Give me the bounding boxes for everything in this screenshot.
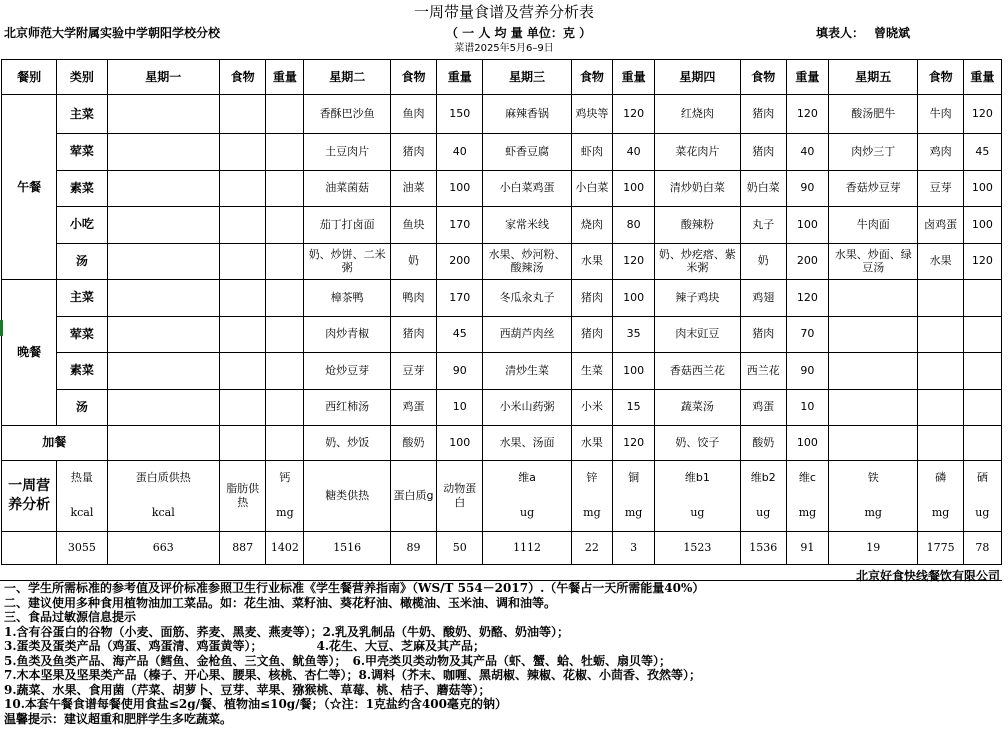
header-cell: 重量	[786, 60, 828, 95]
header-cell: 星期一	[107, 60, 220, 95]
menu-cell	[918, 280, 963, 317]
category-cell: 汤	[57, 389, 107, 426]
menu-cell	[107, 389, 220, 426]
menu-cell	[220, 426, 266, 460]
menu-cell: 10	[437, 389, 483, 426]
menu-cell: 45	[963, 134, 1001, 171]
menu-cell	[220, 134, 266, 171]
menu-cell: 100	[612, 353, 654, 390]
notes-section	[0, 580, 1002, 753]
row-marker	[0, 320, 3, 336]
menu-cell	[918, 389, 963, 426]
nutrient-unit: kcal	[107, 496, 220, 532]
menu-cell	[266, 353, 304, 390]
menu-cell: 麻辣香锅	[483, 95, 571, 134]
category-cell: 汤	[57, 243, 107, 280]
menu-cell: 15	[612, 389, 654, 426]
menu-cell: 小米	[571, 389, 612, 426]
menu-cell	[829, 353, 918, 390]
note-line: 10.本套午餐食谱每餐使用食盐≤2g/餐、植物油≤10g/餐；（☆注：1克盐约含400毫克的钠）	[4, 697, 507, 711]
header-cell: 重量	[963, 60, 1001, 95]
menu-cell: 水果、炒面、绿豆汤	[829, 243, 918, 280]
header-cell: 星期四	[655, 60, 740, 95]
menu-cell	[266, 95, 304, 134]
menu-cell	[220, 280, 266, 317]
menu-cell	[220, 207, 266, 244]
table-row	[2, 316, 1002, 353]
nutrition-row	[2, 496, 1002, 532]
menu-cell	[963, 426, 1001, 460]
menu-cell: 90	[786, 353, 828, 390]
header-cell: 食物	[390, 60, 436, 95]
menu-cell: 奶、饺子	[655, 426, 740, 460]
menu-cell: 鸡翅	[740, 280, 786, 317]
menu-cell	[107, 353, 220, 390]
meal-label: 晚餐	[2, 280, 57, 426]
nutrient-name: 维c	[786, 460, 828, 496]
menu-cell: 90	[786, 170, 828, 207]
menu-cell: 鸡蛋	[740, 389, 786, 426]
menu-cell: 小白菜	[571, 170, 612, 207]
category-cell: 主菜	[57, 280, 107, 317]
nutrient-unit: ug	[963, 496, 1001, 532]
menu-cell	[918, 353, 963, 390]
menu-cell: 清炒奶白菜	[655, 170, 740, 207]
note-line: 9.蔬菜、水果、食用菌（芹菜、胡萝卜、豆芽、苹果、猕猴桃、草莓、桃、桔子、蘑菇等）；	[4, 682, 491, 697]
nutrition-row	[2, 531, 1002, 564]
table-row	[2, 353, 1002, 390]
menu-cell: 120	[786, 280, 828, 317]
menu-cell: 西红柿汤	[304, 389, 390, 426]
menu-cell: 猪肉	[740, 316, 786, 353]
menu-cell: 鸭肉	[390, 280, 436, 317]
menu-cell: 120	[786, 95, 828, 134]
nutrient-unit: mg	[829, 496, 918, 532]
menu-cell: 200	[786, 243, 828, 280]
menu-cell: 肉末豇豆	[655, 316, 740, 353]
header-cell: 类别	[57, 60, 107, 95]
nutrient-value: 89	[390, 531, 436, 564]
menu-cell: 豆芽	[918, 170, 963, 207]
table-row	[2, 280, 1002, 317]
menu-cell: 100	[963, 170, 1001, 207]
nutrient-name: 硒	[963, 460, 1001, 496]
table-row	[2, 134, 1002, 171]
menu-cell	[107, 95, 220, 134]
menu-cell: 虾肉	[571, 134, 612, 171]
menu-cell: 牛肉面	[829, 207, 918, 244]
menu-cell: 10	[786, 389, 828, 426]
menu-cell: 烧肉	[571, 207, 612, 244]
menu-cell	[220, 95, 266, 134]
menu-cell: 100	[612, 280, 654, 317]
header-cell: 食物	[571, 60, 612, 95]
menu-cell: 猪肉	[740, 95, 786, 134]
menu-cell	[918, 426, 963, 460]
menu-cell: 奶白菜	[740, 170, 786, 207]
header-cell: 星期三	[483, 60, 571, 95]
nutrient-name: 维b1	[655, 460, 740, 496]
menu-cell	[829, 316, 918, 353]
table-row	[2, 426, 1002, 460]
nutrient-name: 锌	[571, 460, 612, 496]
header-cell: 重量	[266, 60, 304, 95]
menu-cell: 猪肉	[571, 316, 612, 353]
menu-cell: 酸辣粉	[655, 207, 740, 244]
menu-cell: 120	[612, 95, 654, 134]
menu-cell: 100	[437, 426, 483, 460]
sheet-title: 一周带量食谱及营养分析表	[413, 3, 594, 21]
nutrient-name: 铁	[829, 460, 918, 496]
menu-cell: 虾香豆腐	[483, 134, 571, 171]
category-cell: 小吃	[57, 207, 107, 244]
menu-cell: 90	[437, 353, 483, 390]
nutrient-value: 78	[963, 531, 1001, 564]
menu-cell: 樟茶鸭	[304, 280, 390, 317]
nutrient-name: 钙	[266, 460, 304, 496]
menu-cell: 肉炒青椒	[304, 316, 390, 353]
category-cell: 主菜	[57, 95, 107, 134]
menu-cell: 奶、炒饼、二米粥	[304, 243, 390, 280]
nutrient-unit: mg	[266, 496, 304, 532]
menu-cell: 150	[437, 95, 483, 134]
category-cell: 素菜	[57, 170, 107, 207]
note-line: 5.鱼类及鱼类产品、海产品（鳕鱼、金枪鱼、三文鱼、鱿鱼等）； 6.甲壳类贝类动物及其产品（虾、蟹、蛤、牡蛎、扇贝等）；	[4, 653, 672, 668]
menu-cell: 奶	[740, 243, 786, 280]
menu-cell: 西葫芦肉丝	[483, 316, 571, 353]
note-line: 一、学生所需标准的参考值及评价标准参照卫生行业标准《学生餐营养指南》（WS/T 554－2017）.（午餐占一天所需能量40%）	[4, 581, 705, 595]
category-cell: 素菜	[57, 353, 107, 390]
menu-cell	[963, 280, 1001, 317]
menu-cell	[107, 243, 220, 280]
menu-cell: 100	[963, 207, 1001, 244]
nutrient-unit: mg	[612, 496, 654, 532]
nutrient-name: 铜	[612, 460, 654, 496]
menu-cell	[220, 316, 266, 353]
note-line: 7.木本坚果及坚果类产品（榛子、开心果、腰果、核桃、杏仁等）；8.调料（芥末、咖喱、黑胡椒、辣椒、花椒、小茴香、孜然等）；	[4, 668, 702, 682]
nutrient-unit: mg	[786, 496, 828, 532]
nutrient-name: 脂肪供热	[220, 460, 266, 531]
nutrient-value: 1775	[918, 531, 963, 564]
menu-cell: 120	[963, 95, 1001, 134]
menu-cell: 80	[612, 207, 654, 244]
menu-cell: 70	[786, 316, 828, 353]
menu-cell: 酸奶	[390, 426, 436, 460]
menu-cell	[829, 280, 918, 317]
menu-cell: 酸奶	[740, 426, 786, 460]
menu-cell: 酸汤肥牛	[829, 95, 918, 134]
note-line: 3.蛋类及蛋类产品（鸡蛋、鸡蛋清、鸡蛋黄等）； 4.花生、大豆、芝麻及其产品；	[4, 639, 486, 653]
menu-cell	[829, 426, 918, 460]
school-name: 北京师范大学附属实验中学朝阳学校分校	[4, 26, 221, 40]
header-cell: 星期五	[829, 60, 918, 95]
nutrient-value: 887	[220, 531, 266, 564]
table-row	[2, 170, 1002, 207]
table-row	[2, 243, 1002, 280]
menu-cell: 生菜	[571, 353, 612, 390]
menu-cell	[266, 389, 304, 426]
menu-cell	[107, 426, 220, 460]
nutrition-row	[2, 460, 1002, 496]
nutrient-name: 磷	[918, 460, 963, 496]
table-row	[2, 207, 1002, 244]
nutrient-unit: ug	[483, 496, 571, 532]
menu-cell: 120	[963, 243, 1001, 280]
menu-cell: 油菜	[390, 170, 436, 207]
meal-label: 午餐	[2, 95, 57, 280]
menu-cell: 小白菜鸡蛋	[483, 170, 571, 207]
menu-cell: 辣子鸡块	[655, 280, 740, 317]
menu-cell	[266, 426, 304, 460]
menu-cell	[220, 170, 266, 207]
menu-cell: 冬瓜汆丸子	[483, 280, 571, 317]
menu-cell: 170	[437, 280, 483, 317]
menu-cell: 鸡肉	[918, 134, 963, 171]
note-line: 三、食品过敏源信息提示	[4, 610, 137, 624]
nutrient-value: 1536	[740, 531, 786, 564]
category-cell: 荤菜	[57, 316, 107, 353]
nutrient-unit: ug	[655, 496, 740, 532]
menu-cell	[107, 316, 220, 353]
menu-cell: 茄丁打卤面	[304, 207, 390, 244]
menu-cell: 清炒生菜	[483, 353, 571, 390]
menu-period: 菜谱2025年5月6–9日	[454, 43, 554, 54]
header-cell: 星期二	[304, 60, 390, 95]
filler-label: 填表人：	[816, 26, 865, 40]
menu-cell: 卤鸡蛋	[918, 207, 963, 244]
nutrient-name: 维b2	[740, 460, 786, 496]
nutrient-value: 50	[437, 531, 483, 564]
menu-cell	[107, 170, 220, 207]
menu-cell: 猪肉	[390, 134, 436, 171]
nutrient-value: 1516	[304, 531, 390, 564]
nutrient-value: 19	[829, 531, 918, 564]
menu-cell: 100	[786, 426, 828, 460]
header-cell: 重量	[612, 60, 654, 95]
unit-label: （ 一 人 均 量 单位：克 ）	[446, 26, 592, 40]
menu-cell: 小米山药粥	[483, 389, 571, 426]
note-line: 二、建议使用多种食用植物油加工菜品。如：花生油、菜籽油、葵花籽油、橄榄油、玉米油、调和油等。	[4, 595, 557, 610]
nutrition-value-blank	[2, 531, 57, 564]
menu-cell: 奶	[390, 243, 436, 280]
menu-cell: 水果、汤面	[483, 426, 571, 460]
menu-cell	[266, 134, 304, 171]
filler-name: 曾晓斌	[874, 26, 911, 40]
menu-cell: 水果	[571, 426, 612, 460]
menu-cell: 香酥巴沙鱼	[304, 95, 390, 134]
menu-cell: 40	[786, 134, 828, 171]
company-name: 北京好食快线餐饮有限公司	[855, 569, 1000, 583]
nutrition-label: 一周营养分析	[2, 460, 57, 531]
menu-cell	[963, 353, 1001, 390]
note-line: 1.含有谷蛋白的谷物（小麦、面筋、荞麦、黑麦、燕麦等）；2.乳及乳制品（牛奶、酸奶、奶酪、奶油等）；	[4, 624, 570, 639]
note-line: 温馨提示：建议超重和肥胖学生多吃蔬菜。	[4, 711, 233, 726]
header-cell: 食物	[220, 60, 266, 95]
menu-cell: 水果	[918, 243, 963, 280]
menu-cell: 猪肉	[390, 316, 436, 353]
menu-cell: 鱼块	[390, 207, 436, 244]
menu-cell: 红烧肉	[655, 95, 740, 134]
menu-cell	[107, 134, 220, 171]
menu-cell: 蔬菜汤	[655, 389, 740, 426]
nutrient-value: 1402	[266, 531, 304, 564]
category-cell: 荤菜	[57, 134, 107, 171]
nutrient-name: 热量	[57, 460, 107, 496]
menu-cell: 西兰花	[740, 353, 786, 390]
menu-cell: 猪肉	[740, 134, 786, 171]
menu-cell: 100	[437, 170, 483, 207]
menu-cell: 肉炒三丁	[829, 134, 918, 171]
menu-cell: 丸子	[740, 207, 786, 244]
menu-cell: 猪肉	[571, 280, 612, 317]
nutrient-value: 3055	[57, 531, 107, 564]
nutrient-unit: mg	[571, 496, 612, 532]
nutrient-value: 663	[107, 531, 220, 564]
menu-cell	[266, 170, 304, 207]
header-cell: 餐别	[2, 60, 57, 95]
nutrient-value: 22	[571, 531, 612, 564]
menu-cell	[220, 389, 266, 426]
nutrient-value: 3	[612, 531, 654, 564]
menu-cell: 香菇炒豆芽	[829, 170, 918, 207]
nutrient-value: 1112	[483, 531, 571, 564]
nutrient-name: 动物蛋白	[437, 460, 483, 531]
meal-label: 加餐	[2, 426, 108, 460]
menu-cell	[963, 389, 1001, 426]
menu-cell: 家常米线	[483, 207, 571, 244]
nutrient-unit: ug	[740, 496, 786, 532]
menu-cell	[918, 316, 963, 353]
header-cell: 食物	[918, 60, 963, 95]
menu-cell: 100	[786, 207, 828, 244]
table-row	[2, 389, 1002, 426]
header-row	[2, 60, 1002, 95]
menu-cell: 奶、炒饭	[304, 426, 390, 460]
menu-cell	[266, 280, 304, 317]
nutrient-name: 蛋白质供热	[107, 460, 220, 496]
menu-cell	[107, 207, 220, 244]
menu-cell: 土豆肉片	[304, 134, 390, 171]
menu-cell: 170	[437, 207, 483, 244]
header-cell: 重量	[437, 60, 483, 95]
menu-cell	[266, 316, 304, 353]
menu-cell	[266, 243, 304, 280]
menu-cell: 45	[437, 316, 483, 353]
menu-cell: 鸡蛋	[390, 389, 436, 426]
menu-cell: 奶、炒疙瘩、紫米粥	[655, 243, 740, 280]
menu-cell: 炝炒豆芽	[304, 353, 390, 390]
menu-cell: 120	[612, 426, 654, 460]
menu-cell	[220, 353, 266, 390]
menu-cell: 豆芽	[390, 353, 436, 390]
menu-cell: 120	[612, 243, 654, 280]
nutrient-value: 91	[786, 531, 828, 564]
menu-cell: 水果、炒河粉、酸辣汤	[483, 243, 571, 280]
menu-cell: 100	[612, 170, 654, 207]
menu-table	[1, 59, 1002, 565]
nutrient-name: 糖类供热	[304, 460, 390, 531]
nutrient-name: 维a	[483, 460, 571, 496]
menu-cell	[266, 207, 304, 244]
menu-cell	[107, 280, 220, 317]
menu-cell: 菜花肉片	[655, 134, 740, 171]
menu-cell: 40	[437, 134, 483, 171]
menu-cell: 油菜菌菇	[304, 170, 390, 207]
menu-cell: 水果	[571, 243, 612, 280]
menu-cell: 200	[437, 243, 483, 280]
table-row	[2, 95, 1002, 134]
menu-cell: 牛肉	[918, 95, 963, 134]
menu-cell: 40	[612, 134, 654, 171]
menu-cell	[220, 243, 266, 280]
menu-cell: 35	[612, 316, 654, 353]
nutrient-value: 1523	[655, 531, 740, 564]
nutrient-unit: kcal	[57, 496, 107, 532]
nutrient-unit: mg	[918, 496, 963, 532]
menu-cell: 鸡块等	[571, 95, 612, 134]
menu-cell: 香菇西兰花	[655, 353, 740, 390]
nutrient-name: 蛋白质g	[390, 460, 436, 531]
header-cell: 食物	[740, 60, 786, 95]
menu-cell	[829, 389, 918, 426]
menu-cell: 鱼肉	[390, 95, 436, 134]
menu-cell	[963, 316, 1001, 353]
